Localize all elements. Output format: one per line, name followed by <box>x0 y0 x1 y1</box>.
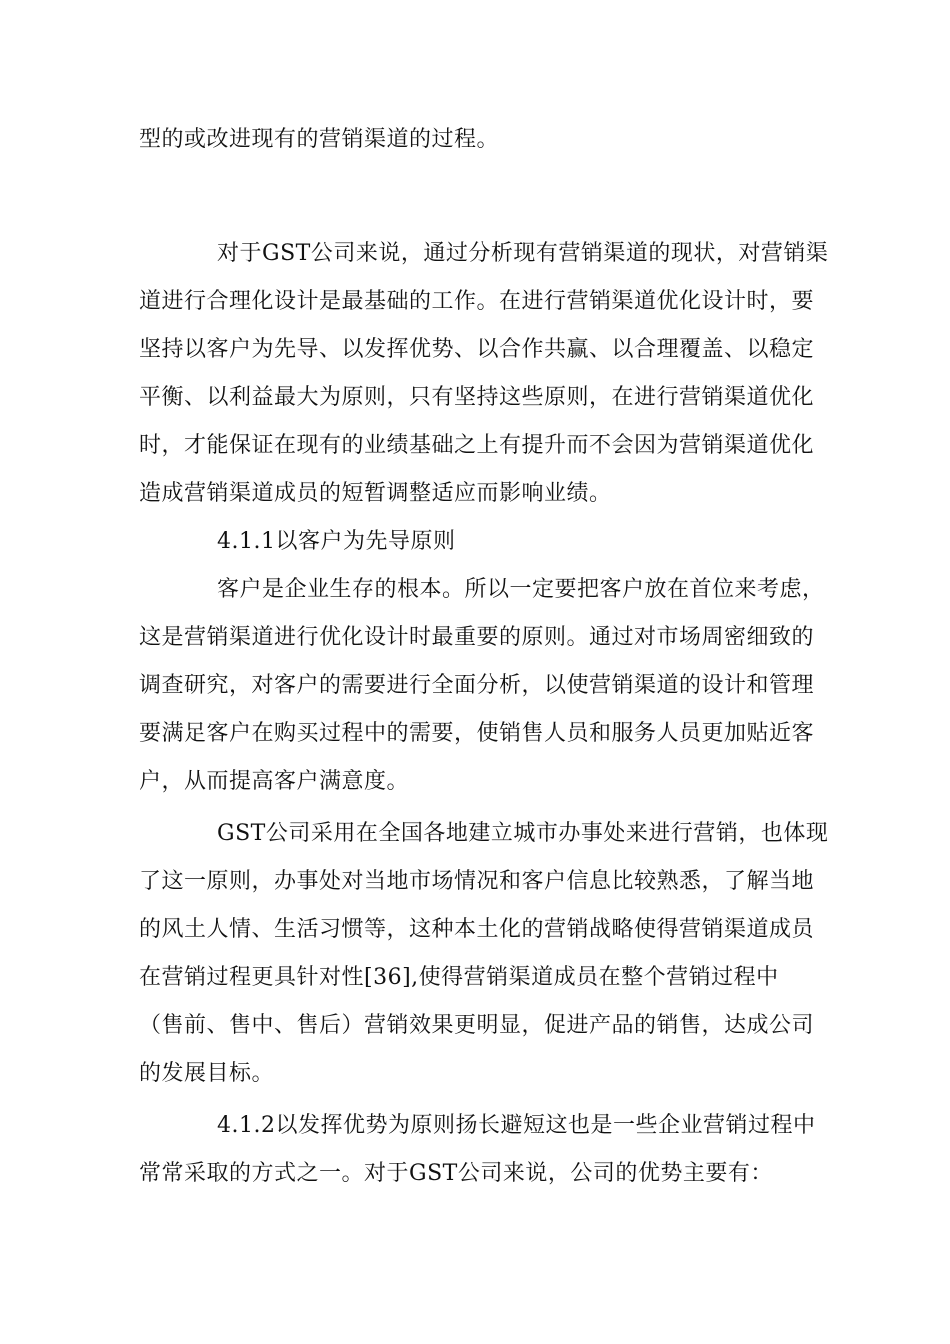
text-line-13: 户，从而提高客户满意度。 <box>139 769 410 794</box>
text-line-2: 对于GST公司来说，通过分析现有营销渠道的现状，对营销渠 <box>217 241 829 266</box>
text-line-5: 平衡、以利益最大为原则，只有坚持这些原则，在进行营销渠道优化 <box>139 385 815 410</box>
text-line-15: 了这一原则，办事处对当地市场情况和客户信息比较熟悉，了解当地 <box>139 869 815 894</box>
text-line-10: 这是营销渠道进行优化设计时最重要的原则。通过对市场周密细致的 <box>139 625 815 650</box>
text-line-12: 要满足客户在购买过程中的需要，使销售人员和服务人员更加贴近客 <box>139 721 815 746</box>
section-heading-4-1-1: 4.1.1以客户为先导原则 <box>217 529 456 554</box>
text-line-18: （售前、售中、售后）营销效果更明显，促进产品的销售，达成公司 <box>139 1013 815 1038</box>
text-line-21: 常常采取的方式之一。对于GST公司来说，公司的优势主要有： <box>139 1161 773 1186</box>
text-line-1: 型的或改进现有的营销渠道的过程。 <box>139 127 500 152</box>
paragraph-gap <box>139 164 823 230</box>
document-body <box>139 116 829 1198</box>
text-line-19: 的发展目标。 <box>139 1061 275 1086</box>
text-line-9: 客户是企业生存的根本。所以一定要把客户放在首位来考虑， <box>217 577 825 602</box>
text-line-4: 坚持以客户为先导、以发挥优势、以合作共赢、以合理覆盖、以稳定 <box>139 337 815 362</box>
text-line-7: 造成营销渠道成员的短暂调整适应而影响业绩。 <box>139 481 612 506</box>
text-line-3: 道进行合理化设计是最基础的工作。在进行营销渠道优化设计时，要 <box>139 289 815 314</box>
text-line-6: 时，才能保证在现有的业绩基础之上有提升而不会因为营销渠道优化 <box>139 433 815 458</box>
text-line-14: GST公司采用在全国各地建立城市办事处来进行营销，也体现 <box>217 821 829 846</box>
text-line-16: 的风土人情、生活习惯等，这种本土化的营销战略使得营销渠道成员 <box>139 917 815 942</box>
text-line-17: 在营销过程更具针对性[36],使得营销渠道成员在整个营销过程中 <box>139 965 779 990</box>
text-line-11: 调查研究，对客户的需要进行全面分析，以使营销渠道的设计和管理 <box>139 673 815 698</box>
section-heading-4-1-2: 4.1.2以发挥优势为原则扬长避短这也是一些企业营销过程中 <box>217 1113 816 1138</box>
